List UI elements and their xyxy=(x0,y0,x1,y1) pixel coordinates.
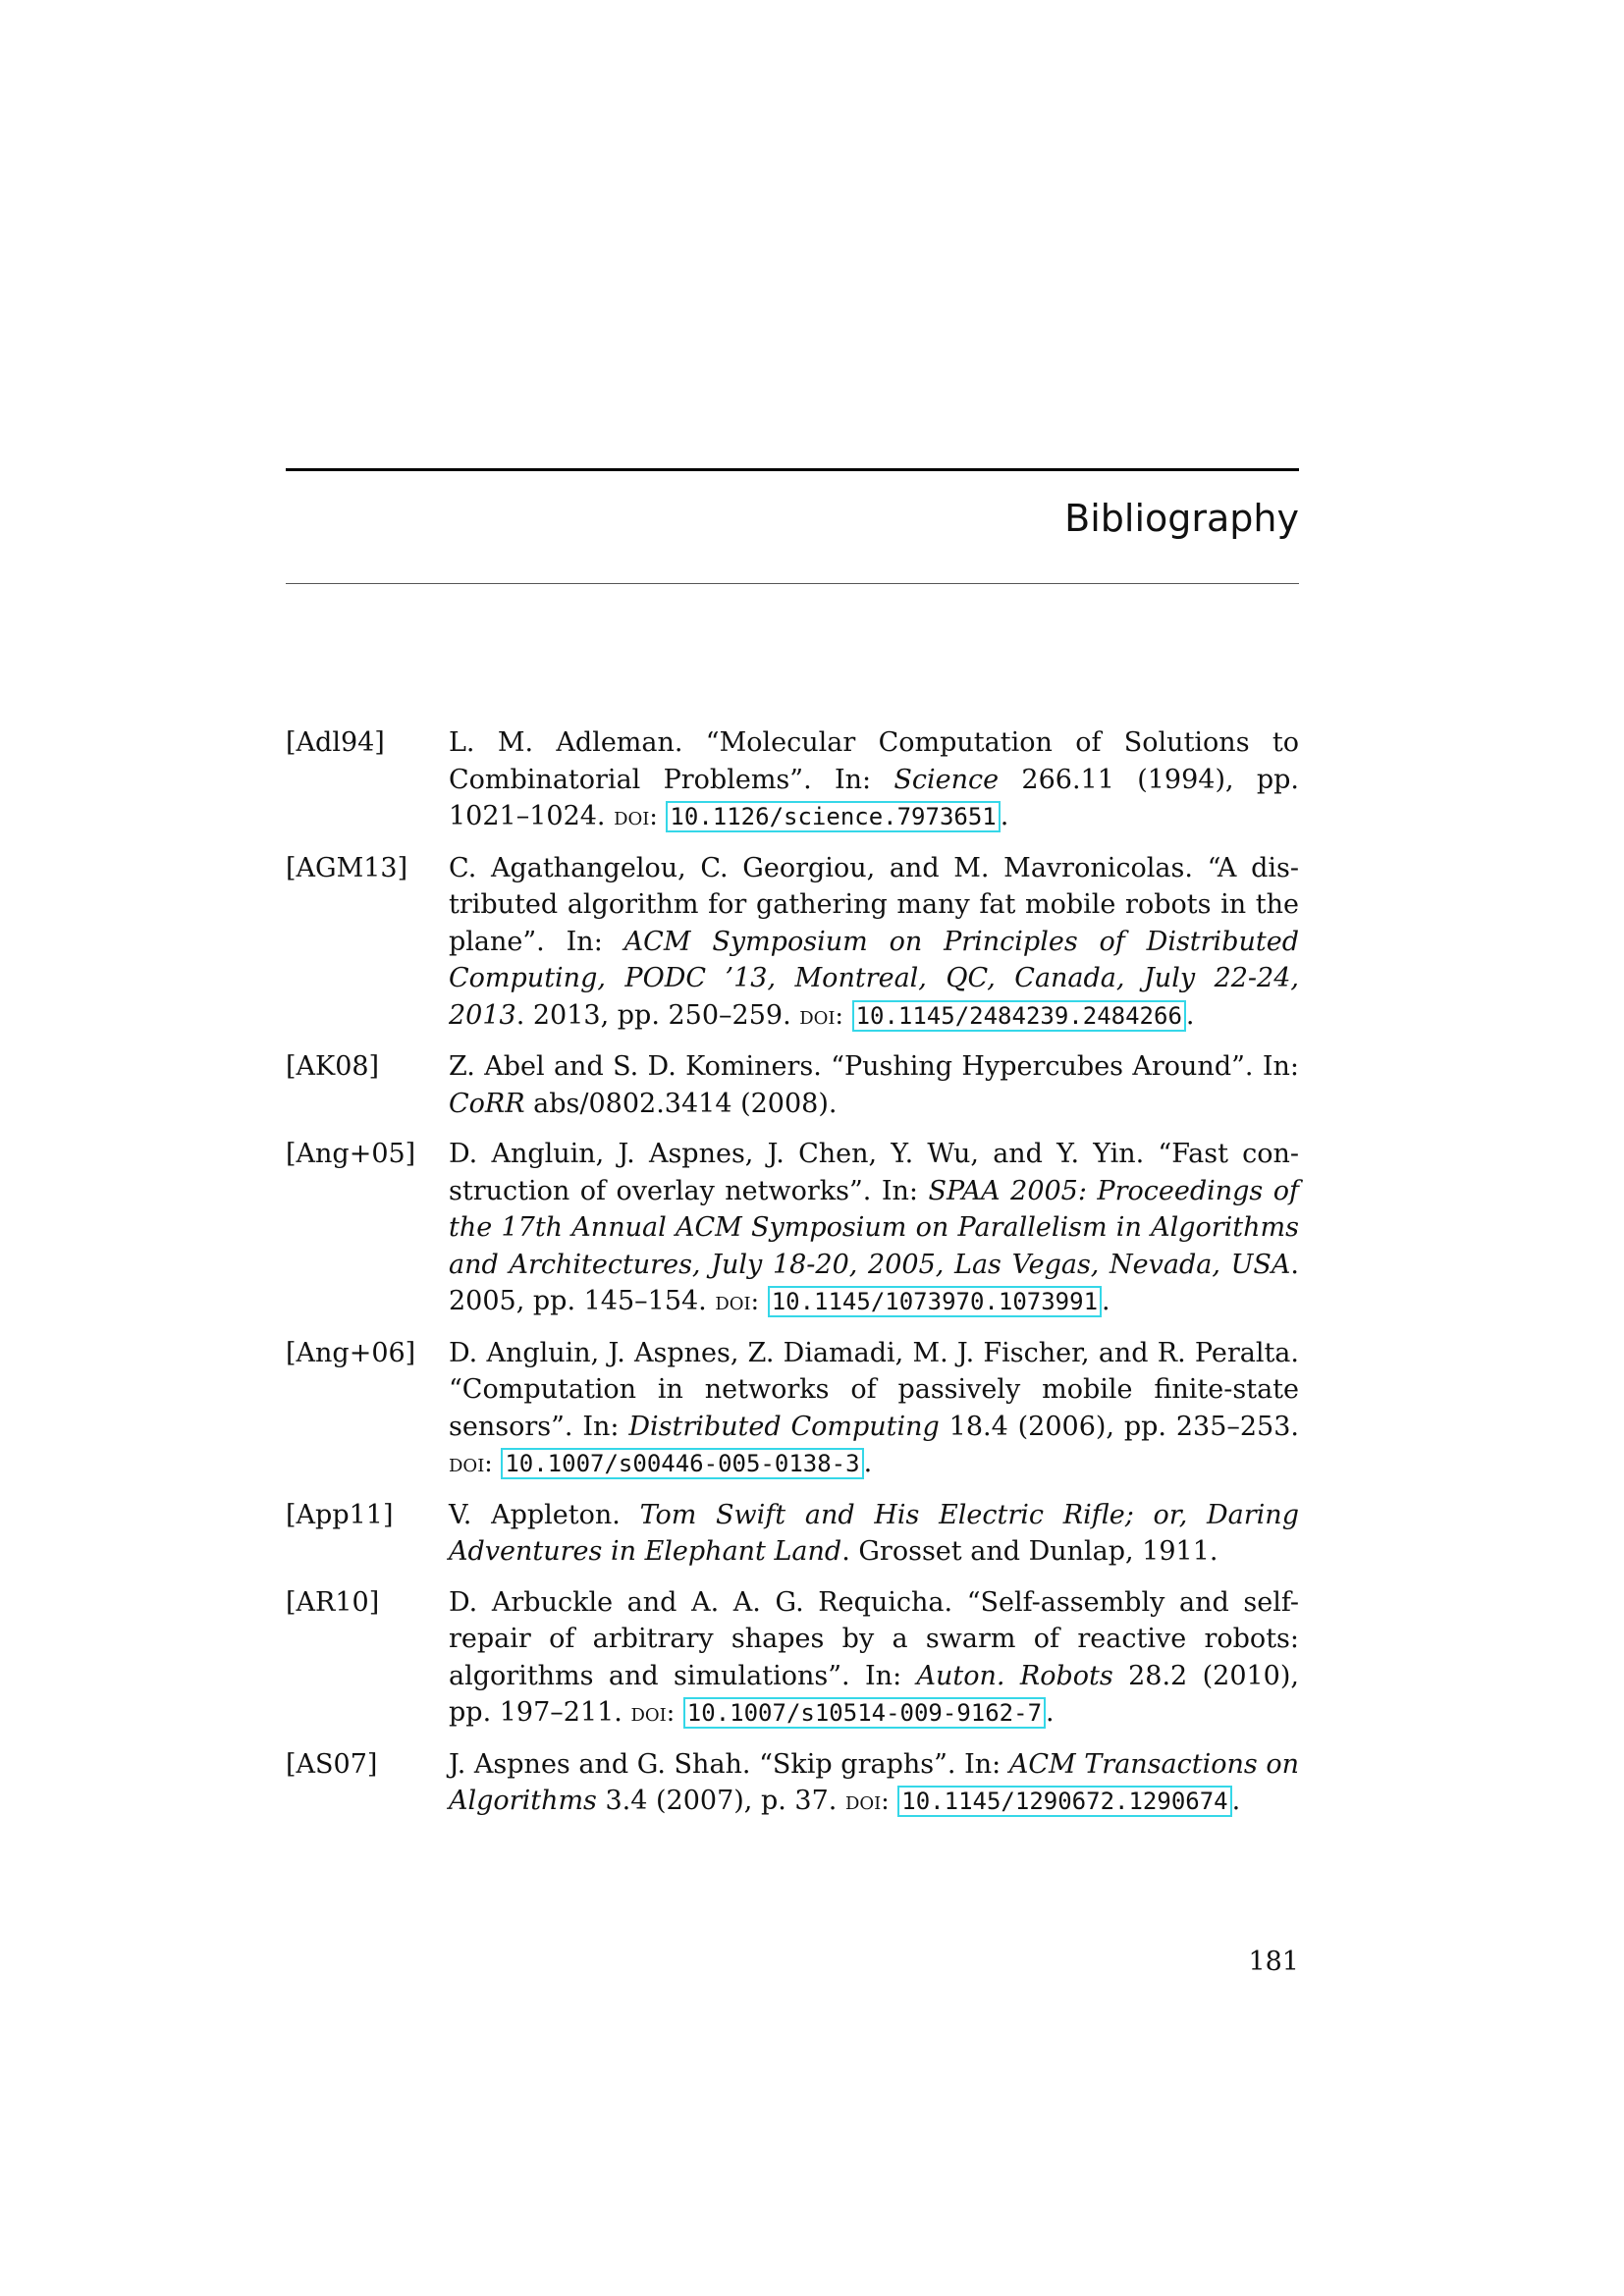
bib-details: 266.11 (1994), pp. 1021–1024. xyxy=(449,764,1299,831)
bib-text xyxy=(449,1497,1299,1571)
bib-authors-title: Z. Abel and S. D. Kominers. “Pushing Hypercubes Around”. In: xyxy=(449,1051,1299,1082)
bib-entry xyxy=(286,724,1299,836)
bib-entry xyxy=(286,1136,1299,1321)
doi-link[interactable]: 10.1007/s00446-005-0138-3 xyxy=(501,1448,863,1479)
bib-text: C. Agathangelou, C. Georgiou, and M. Mavronicolas. “A distributed algorithm for gathering many fat mobile robots in the plane”. In: ACM Symposium on Principles of Distributed Computing, PODC ’13, Montreal, QC, Canada, July 22-24, 2013. 2013, pp. 250–259. doi: 10.1145/2484239.2484266 . xyxy=(449,852,1299,1031)
doi-label: doi: xyxy=(844,1787,890,1815)
bib-venue: ACM Symposium on Principles of Distributed Computing, PODC ’13, Montreal, QC, Canada, July 22-24, 2013 xyxy=(449,926,1299,1031)
bib-key: [AR10] xyxy=(286,1586,380,1618)
bib-venue: ACM Transactions on Algorithms xyxy=(449,1748,1299,1816)
doi-link[interactable]: 10.1145/1290672.1290674 xyxy=(897,1786,1231,1817)
bib-details: abs/0802.3414 (2008). xyxy=(524,1088,838,1119)
bib-details: . 2005, pp. 145–154. xyxy=(449,1249,1299,1316)
bib-details: 18.4 (2006), pp. 235–253. xyxy=(939,1411,1299,1442)
doi-link[interactable]: 10.1145/1073970.1073991 xyxy=(768,1286,1102,1317)
page-number: 181 xyxy=(1248,1947,1299,1977)
bib-entry xyxy=(286,1335,1299,1483)
bib-authors-title: C. Agathangelou, C. Georgiou, and M. Mavronicolas. “A distributed algorithm for gathering many fat mobile robots in the plane”. In: xyxy=(449,852,1299,957)
bib-venue: CoRR xyxy=(449,1088,525,1119)
bib-text: J. Aspnes and G. Shah. “Skip graphs”. In: ACM Transactions on Algorithms 3.4 (2007), p. 37. doi: 10.1145/1290672.1290674 . xyxy=(449,1748,1299,1816)
bib-venue: Auton. Robots xyxy=(916,1660,1113,1691)
bib-authors-title: D. Angluin, J. Aspnes, J. Chen, Y. Wu, and Y. Yin. “Fast construction of overlay networks”. In: xyxy=(449,1139,1299,1206)
bib-details: . Grosset and Dunlap, 1911. xyxy=(841,1536,1218,1567)
bib-authors-title: L. M. Adleman. “Molecular Computation of Solutions to Combinatorial Problems”. In: xyxy=(449,727,1299,795)
doi-label: doi: xyxy=(715,1287,760,1315)
bib-text: D. Angluin, J. Aspnes, J. Chen, Y. Wu, and Y. Yin. “Fast construction of overlay networks”. In: SPAA 2005: Proceedings of the 17th Annual ACM Symposium on Parallelism in Algorithms and Architectures, July 18-20, 2005, Las Vegas, Nevada, USA. 2005, pp. 145–154. doi: 10.1145/1073970.1073991 . xyxy=(449,1139,1299,1316)
bib-key: [AK08] xyxy=(286,1051,380,1082)
bib-authors-title: D. Arbuckle and A. A. G. Requicha. “Self-assembly and self-repair of arbitrary shapes by a swarm of reactive robots: algorithms and simulations”. In: xyxy=(449,1586,1299,1691)
doi-label: doi: xyxy=(449,1449,493,1477)
doi-link[interactable]: 10.1007/s10514-009-9162-7 xyxy=(683,1697,1046,1729)
bib-venue: SPAA 2005: Proceedings of the 17th Annual ACM Symposium on Parallelism in Algorithms and Architectures, July 18-20, 2005, Las Vegas, Nevada, USA xyxy=(449,1175,1299,1280)
bib-authors-title: J. Aspnes and G. Shah. “Skip graphs”. In: xyxy=(449,1748,1009,1780)
bib-key: [Ang+05] xyxy=(286,1139,416,1169)
doi-label: doi: xyxy=(614,802,658,830)
bib-key: [App11] xyxy=(286,1499,394,1530)
bib-venue: Distributed Computing xyxy=(628,1411,940,1442)
bib-entry xyxy=(286,1048,1299,1122)
bib-text: D. Angluin, J. Aspnes, Z. Diamadi, M. J. Fischer, and R. Peralta. “Computation in networks of passively mobile finite-state sensors”. In: Distributed Computing 18.4 (2006), pp. 235–253. doi: 10.1007/s00446-005-0138-3 . xyxy=(449,1337,1299,1478)
bib-authors-title: V. Appleton. xyxy=(449,1499,640,1530)
bib-key: [AGM13] xyxy=(286,852,408,883)
bib-venue: Science xyxy=(893,764,1000,795)
chapter-bottom-rule xyxy=(286,583,1299,584)
bib-entry xyxy=(286,850,1299,1036)
bib-entry xyxy=(286,1746,1299,1821)
doi-link[interactable]: 10.1126/science.7973651 xyxy=(666,801,1000,832)
bib-text: D. Arbuckle and A. A. G. Requicha. “Self-assembly and self-repair of arbitrary shapes by a swarm of reactive robots: algorithms and simulations”. In: Auton. Robots 28.2 (2010), pp. 197–211. doi: 10.1007/s10514-009-9162-7 . xyxy=(449,1586,1299,1728)
bib-details: 3.4 (2007), p. 37. xyxy=(596,1786,845,1816)
bib-text xyxy=(449,1048,1299,1122)
doi-label: doi: xyxy=(799,1000,843,1030)
bib-key: [Ang+06] xyxy=(286,1337,416,1368)
bib-key: [Adl94] xyxy=(286,727,385,758)
bib-details: 28.2 (2010), pp. 197–211. xyxy=(449,1660,1299,1728)
bib-text: L. M. Adleman. “Molecular Computation of Solutions to Combinatorial Problems”. In: Science 266.11 (1994), pp. 1021–1024. doi: 10.1126/science.7973651 . xyxy=(449,727,1299,831)
bib-key: [AS07] xyxy=(286,1748,378,1780)
bib-entry xyxy=(286,1497,1299,1571)
doi-link[interactable]: 10.1145/2484239.2484266 xyxy=(852,1000,1186,1032)
bib-details: . 2013, pp. 250–259. xyxy=(515,999,800,1031)
doi-label: doi: xyxy=(630,1698,676,1727)
bib-venue: Tom Swift and His Electric Rifle; or, Daring Adventures in Elephant Land xyxy=(449,1499,1299,1567)
chapter-top-rule xyxy=(286,468,1299,471)
bibliography-list xyxy=(286,724,1299,1835)
bib-authors-title: D. Angluin, J. Aspnes, Z. Diamadi, M. J. Fischer, and R. Peralta. “Computation in networks of passively mobile finite-state sensors”. In: xyxy=(449,1337,1299,1442)
chapter-title: Bibliography xyxy=(1064,497,1299,540)
bib-entry xyxy=(286,1584,1299,1733)
